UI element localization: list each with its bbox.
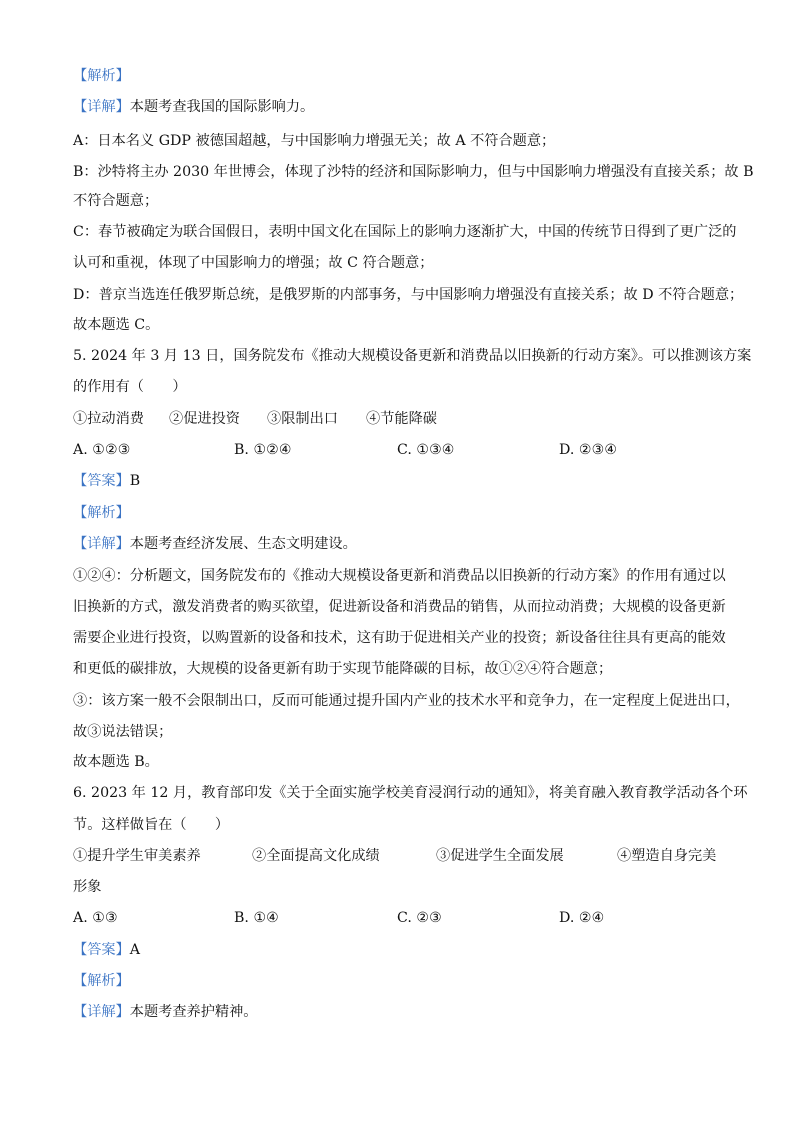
q6-item: ④塑造自身完美 xyxy=(617,848,717,864)
q4-option-a-analysis: A：日本名义 GDP 被德国超越，与中国影响力增强无关；故 A 不符合题意； xyxy=(73,133,556,149)
q6-detail: 【详解】本题考查养护精神。 xyxy=(73,1004,258,1020)
q4-option-b-analysis: B：沙特将主办 2030 年世博会，体现了沙特的经济和国际影响力，但与中国影响力增强没有直接关系；故 B xyxy=(73,164,754,180)
q5-explanation: 和更低的碳排放，大规模的设备更新有助于实现节能降碳的目标，故①②④符合题意； xyxy=(73,661,613,677)
answer-tag: 【答案】 xyxy=(73,473,130,489)
q6-analysis-tag: 【解析】 xyxy=(73,973,130,989)
q5-choice-a: A. ①②③ xyxy=(73,442,131,458)
q5-choice-b: B. ①②④ xyxy=(234,442,292,458)
q5-item: ②促进投资 xyxy=(169,411,240,427)
q4-option-d-analysis: D：普京当选连任俄罗斯总统，是俄罗斯的内部事务，与中国影响力增强没有直接关系；故 D 不符合题意； xyxy=(73,287,744,303)
q5-conclusion: 故本题选 B。 xyxy=(73,754,159,770)
detail-tag: 【详解】 xyxy=(73,536,130,552)
q6-item: ②全面提高文化成绩 xyxy=(252,848,380,864)
q5-stem-cont: 的作用有（ ） xyxy=(73,379,187,395)
q5-choice-c: C. ①③④ xyxy=(397,442,455,458)
q6-stem-cont: 节。这样做旨在（ ） xyxy=(73,817,230,833)
q5-analysis-tag: 【解析】 xyxy=(73,505,130,521)
detail-tag: 【详解】 xyxy=(73,99,130,115)
q6-choice-d: D. ②④ xyxy=(559,910,605,926)
q6-choice-a: A. ①③ xyxy=(73,910,118,926)
q5-explanation: 故③说法错误； xyxy=(73,724,173,740)
q5-explanation: 需要企业进行投资，以购置新的设备和技术，这有助于促进相关产业的投资；新设备往往具有更高的能效 xyxy=(73,630,726,646)
q5-choice-d: D. ②③④ xyxy=(559,442,618,458)
analysis-tag: 【解析】 xyxy=(73,68,130,84)
q6-choice-b: B. ①④ xyxy=(234,910,279,926)
q5-item: ④节能降碳 xyxy=(366,411,437,427)
q5-detail: 【详解】本题考查经济发展、生态文明建设。 xyxy=(73,536,357,552)
q5-item: ①拉动消费 xyxy=(73,411,144,427)
q5-explanation: ③：该方案一般不会限制出口，反而可能通过提升国内产业的技术水平和竞争力，在一定程度上促进出口， xyxy=(73,693,740,709)
q6-item: ①提升学生审美素养 xyxy=(73,848,201,864)
q5-item: ③限制出口 xyxy=(267,411,338,427)
q5-answer: 【答案】B xyxy=(73,473,141,489)
q4-conclusion: 故本题选 C。 xyxy=(73,317,160,333)
q6-item: ③促进学生全面发展 xyxy=(436,848,564,864)
detail-tag: 【详解】 xyxy=(73,1004,130,1020)
answer-tag: 【答案】 xyxy=(73,942,130,958)
q5-explanation: ①②④：分析题文，国务院发布的《推动大规模设备更新和消费品以旧换新的行动方案》的作用有通过以 xyxy=(73,568,726,584)
q4-option-c-analysis-cont: 认可和重视，体现了中国影响力的增强；故 C 符合题意； xyxy=(73,255,434,271)
q4-option-b-analysis-cont: 不符合题意； xyxy=(73,193,159,209)
q6-item-cont: 形象 xyxy=(73,879,102,895)
q4-option-c-analysis: C：春节被确定为联合国假日，表明中国文化在国际上的影响力逐渐扩大，中国的传统节日得到了更广泛的 xyxy=(73,224,737,240)
q6-choice-c: C. ②③ xyxy=(397,910,442,926)
q4-detail: 【详解】本题考查我国的国际影响力。 xyxy=(73,99,315,115)
q5-stem: 5. 2024 年 3 月 13 日，国务院发布《推动大规模设备更新和消费品以旧换新的行动方案》。可以推测该方案 xyxy=(73,348,752,364)
q6-answer: 【答案】A xyxy=(73,942,141,958)
q5-explanation: 旧换新的方式，激发消费者的购买欲望，促进新设备和消费品的销售，从而拉动消费；大规模的设备更新 xyxy=(73,599,726,615)
q6-stem: 6. 2023 年 12 月，教育部印发《关于全面实施学校美育浸润行动的通知》，将美育融入教育教学活动各个环 xyxy=(73,785,748,801)
